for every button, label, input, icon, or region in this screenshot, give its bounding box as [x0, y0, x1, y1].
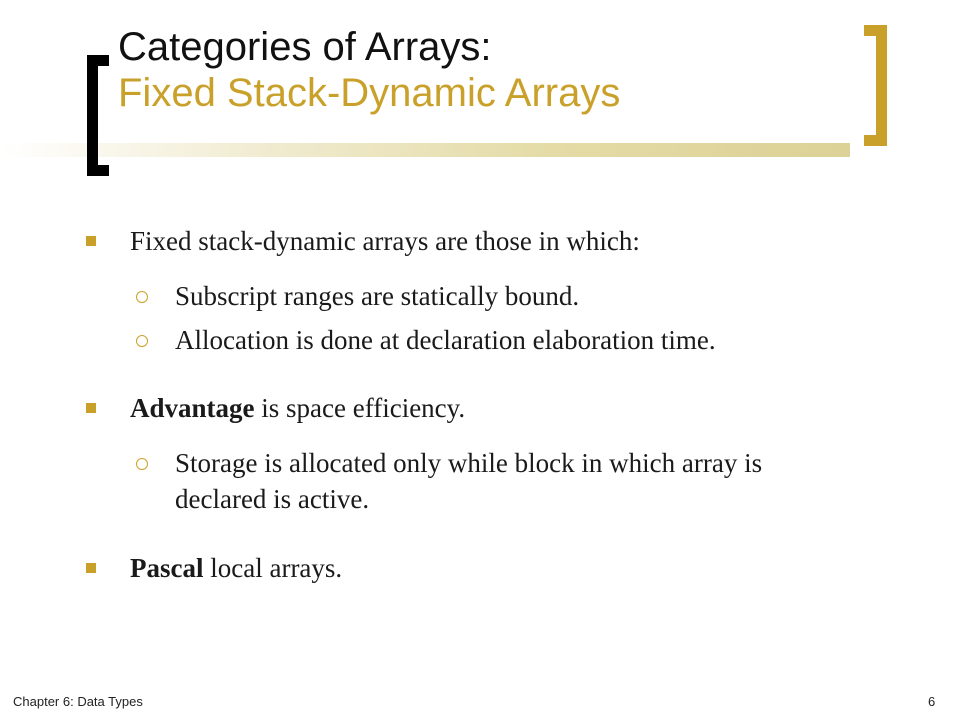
square-bullet-icon: [86, 403, 96, 413]
circle-bullet-icon: [136, 291, 148, 303]
bullet-3-bold: Pascal: [130, 553, 204, 583]
bullet-1-sub-2: Allocation is done at declaration elaboration time.: [175, 325, 716, 355]
right-bracket-top: [864, 25, 887, 36]
left-bracket-stem: [87, 55, 98, 176]
right-bracket-bottom: [864, 135, 887, 146]
slide-title: [118, 24, 620, 116]
bullet-3-rest: local arrays.: [203, 553, 343, 583]
bullet-2-sub-1-line-1: Storage is allocated only while block in which array is: [175, 448, 763, 478]
bullet-3-text: [130, 551, 342, 585]
bullet-2-sub-1-line-2: declared is active.: [175, 484, 370, 514]
footer-chapter: Chapter 6: Data Types: [13, 694, 143, 709]
circle-bullet-icon: [136, 458, 148, 470]
right-bracket-stem: [876, 25, 887, 146]
bullet-2-text: [130, 391, 465, 425]
bullet-2-bold: Advantage: [130, 393, 255, 423]
title-line-2: Fixed Stack-Dynamic Arrays: [118, 71, 621, 115]
bullet-1-sub-1: Subscript ranges are statically bound.: [175, 281, 580, 311]
left-bracket-top: [87, 55, 109, 66]
bullet-1-text: Fixed stack-dynamic arrays are those in which:: [130, 226, 640, 256]
square-bullet-icon: [86, 563, 96, 573]
bullet-2-rest: is space efficiency.: [254, 393, 466, 423]
header-band: [0, 143, 850, 157]
circle-bullet-icon: [136, 335, 148, 347]
square-bullet-icon: [86, 236, 96, 246]
footer-page-number: 6: [928, 694, 936, 709]
title-line-1: Categories of Arrays:: [118, 25, 492, 69]
left-bracket-bottom: [87, 165, 109, 176]
